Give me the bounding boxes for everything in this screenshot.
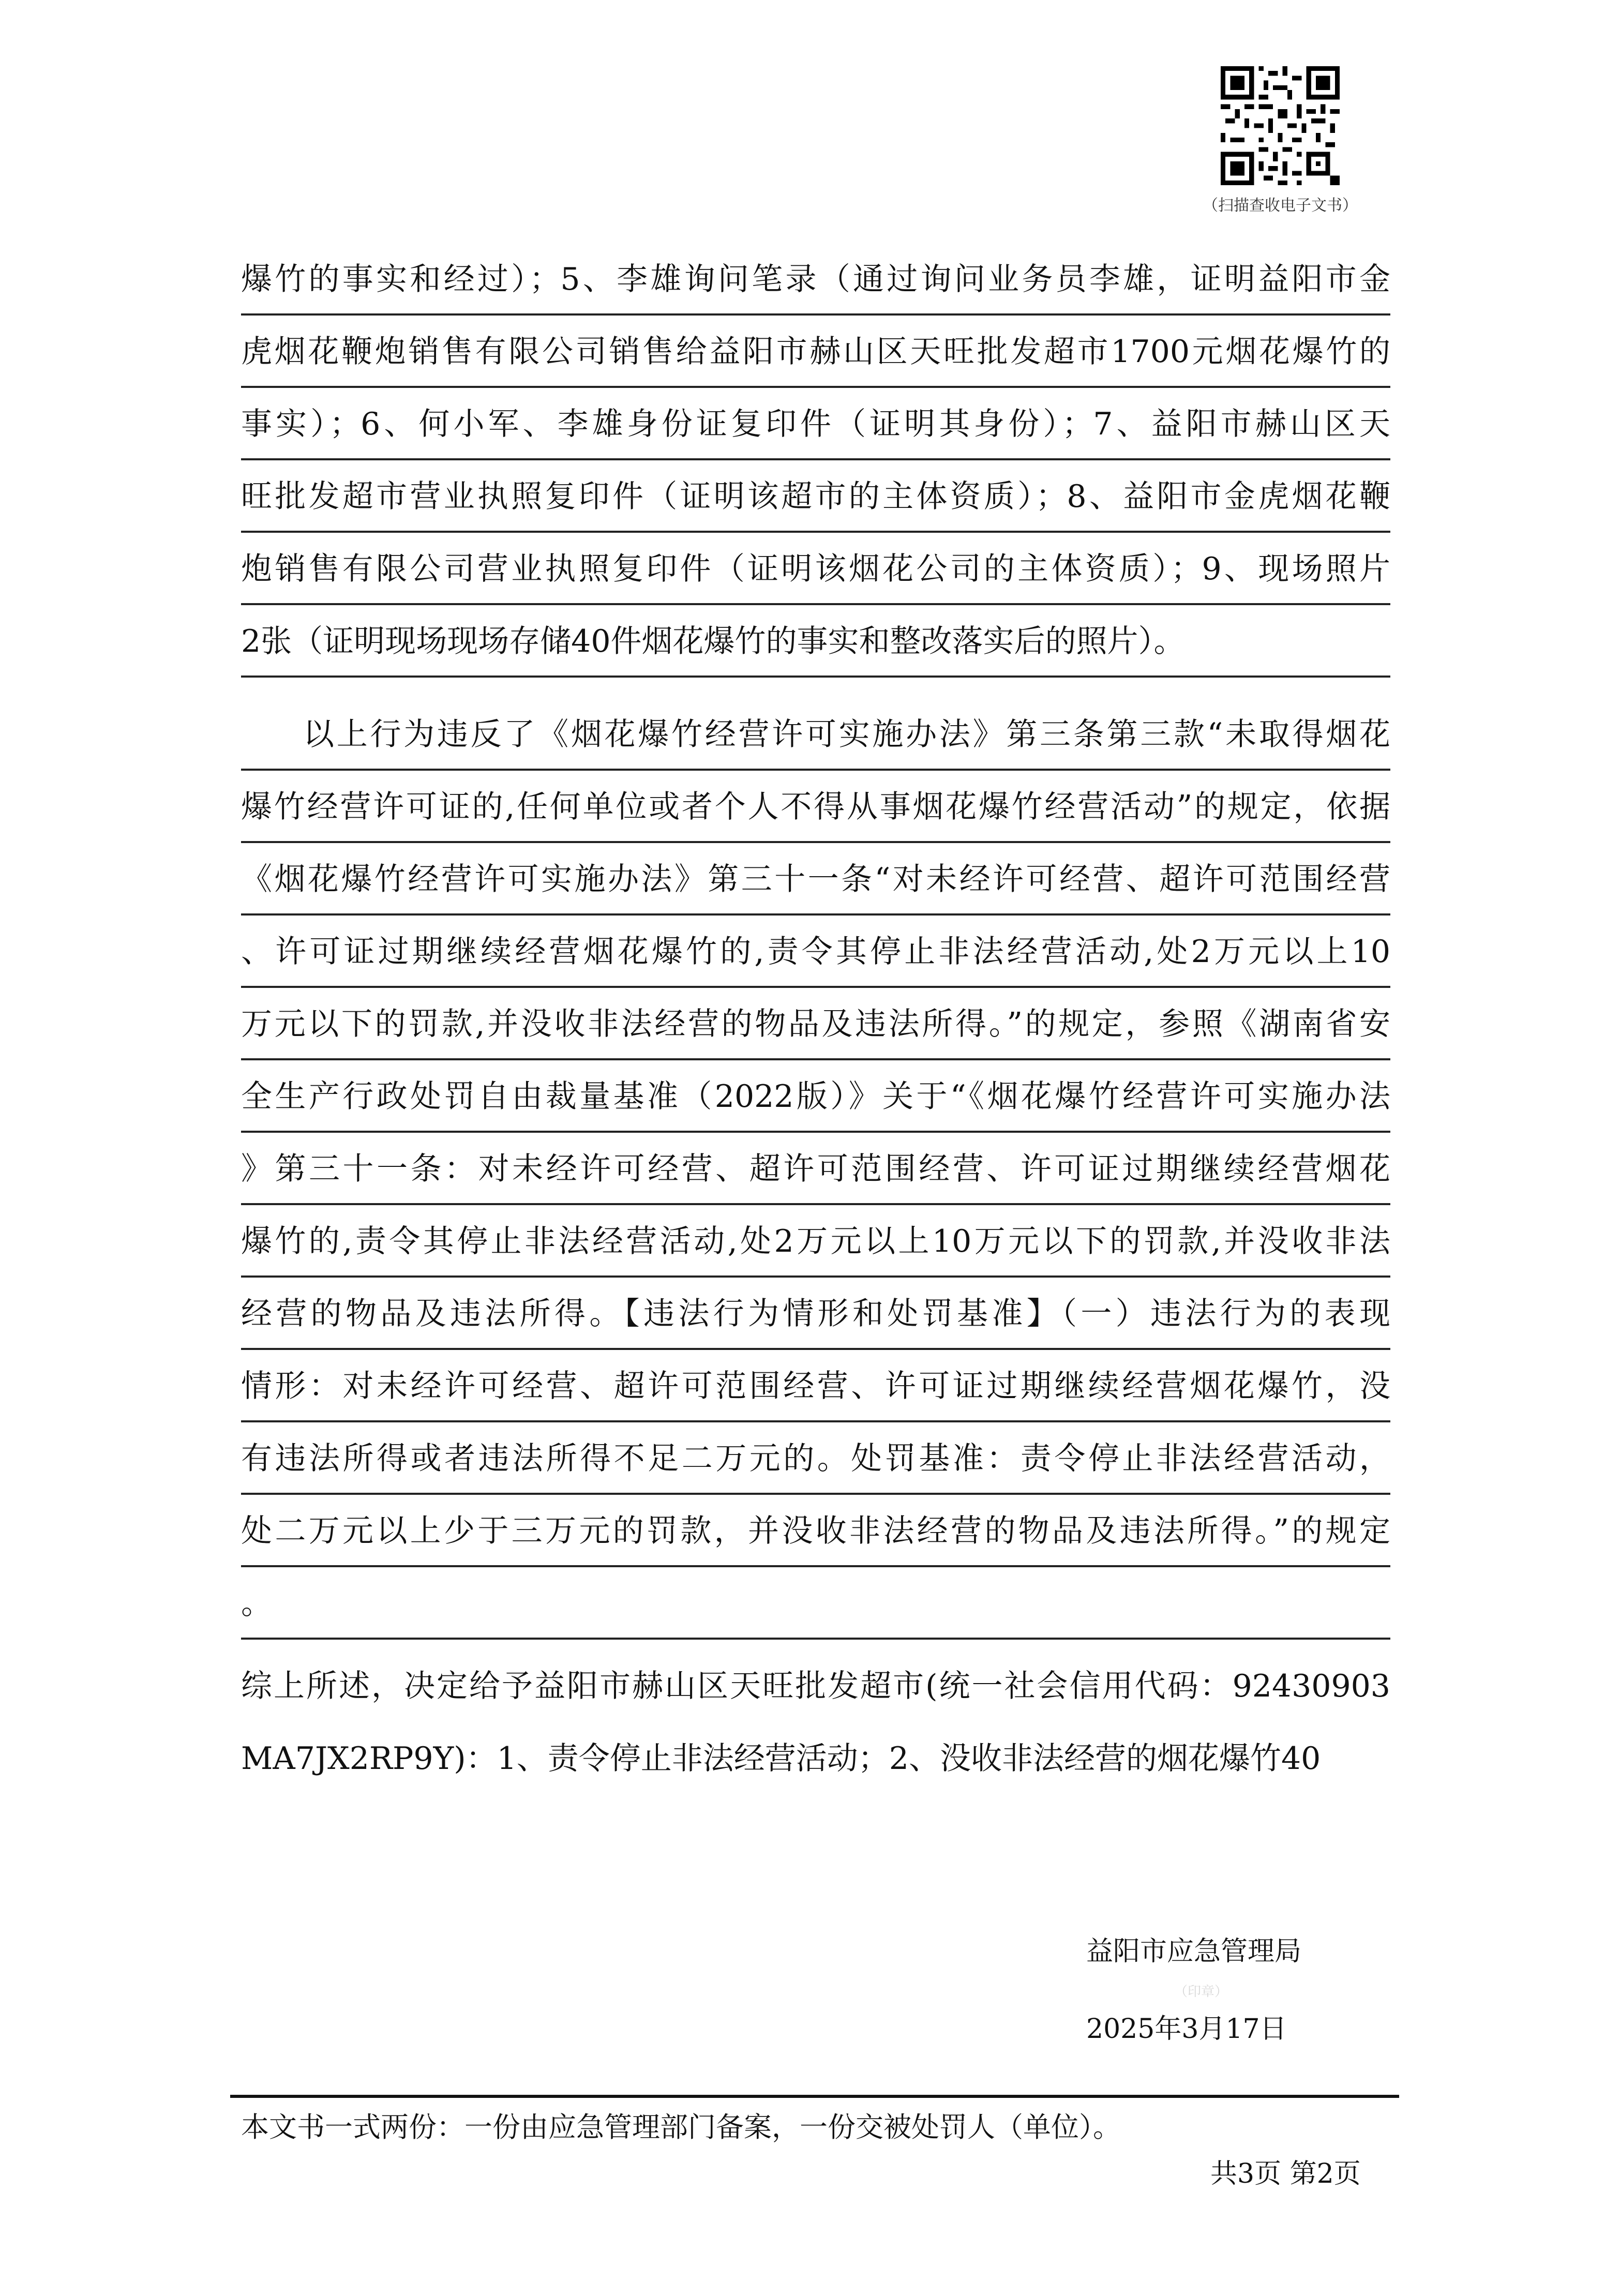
text-line: 有违法所得或者违法所得不足二万元的。处罚基准：责令停止非法经营活动， (241, 1422, 1390, 1495)
footer-note: 本文书一式两份：一份由应急管理部门备案，一份交被处罚人（单位）。 (241, 2111, 1121, 2143)
footer-divider (230, 2095, 1399, 2098)
text-line: 。 (241, 1567, 1390, 1640)
text-line: 全生产行政处罚自由裁量基准（2022版）》关于“《烟花爆竹经营许可实施办法 (241, 1060, 1390, 1133)
text-line: 以上行为违反了《烟花爆竹经营许可实施办法》第三条第三款“未取得烟花 (241, 698, 1390, 771)
text-line: 综上所述，决定给予益阳市赫山区天旺批发超市(统一社会信用代码：92430903 (241, 1668, 1390, 1704)
text-line: 事实）；6、何小军、李雄身份证复印件（证明其身份）；7、益阳市赫山区天 (241, 388, 1390, 460)
text-line: MA7JX2RP9Y)：1、责令停止非法经营活动；2、没收非法经营的烟花爆竹40 (241, 1740, 1321, 1777)
text-line: 》第三十一条：对未经许可经营、超许可范围经营、许可证过期继续经营烟花 (241, 1133, 1390, 1205)
text-line: 万元以下的罚款,并没收非法经营的物品及违法所得。”的规定，参照《湖南省安 (241, 988, 1390, 1060)
qr-code-icon (1221, 66, 1340, 185)
text-line: 旺批发超市营业执照复印件（证明该超市的主体资质）；8、益阳市金虎烟花鞭 (241, 460, 1390, 533)
text-line: 爆竹的事实和经过）；5、李雄询问笔录（通过询问业务员李雄，证明益阳市金 (241, 243, 1390, 316)
text-line: 、许可证过期继续经营烟花爆竹的,责令其停止非法经营活动,处2万元以上10 (241, 916, 1390, 988)
text-line: 虎烟花鞭炮销售有限公司销售给益阳市赫山区天旺批发超市1700元烟花爆竹的 (241, 316, 1390, 388)
document-body (241, 243, 1390, 1795)
text-line: 情形：对未经许可经营、超许可范围经营、许可证过期继续经营烟花爆竹，没 (241, 1350, 1390, 1422)
seal-placeholder: （印章） (1174, 1984, 1228, 2000)
text-line: 处二万元以上少于三万元的罚款，并没收非法经营的物品及违法所得。”的规定 (241, 1495, 1390, 1567)
text-line: 爆竹经营许可证的,任何单位或者个人不得从事烟花爆竹经营活动”的规定，依据 (241, 771, 1390, 843)
text-line: 《烟花爆竹经营许可实施办法》第三十一条“对未经许可经营、超许可范围经营 (241, 843, 1390, 916)
issuing-agency: 益阳市应急管理局 (1086, 1936, 1302, 1967)
page-number: 共3页 第2页 (1210, 2158, 1361, 2189)
text-line: 经营的物品及违法所得。【违法行为情形和处罚基准】（一）违法行为的表现 (241, 1278, 1390, 1350)
text-line: 2张（证明现场现场存储40件烟花爆竹的事实和整改落实后的照片）。 (241, 605, 1390, 678)
text-line: 炮销售有限公司营业执照复印件（证明该烟花公司的主体资质）；9、现场照片 (241, 533, 1390, 605)
qr-caption: （扫描查收电子文书） (1203, 197, 1358, 215)
issue-date: 2025年3月17日 (1086, 2014, 1287, 2045)
text-line: 爆竹的,责令其停止非法经营活动,处2万元以上10万元以下的罚款,并没收非法 (241, 1205, 1390, 1278)
